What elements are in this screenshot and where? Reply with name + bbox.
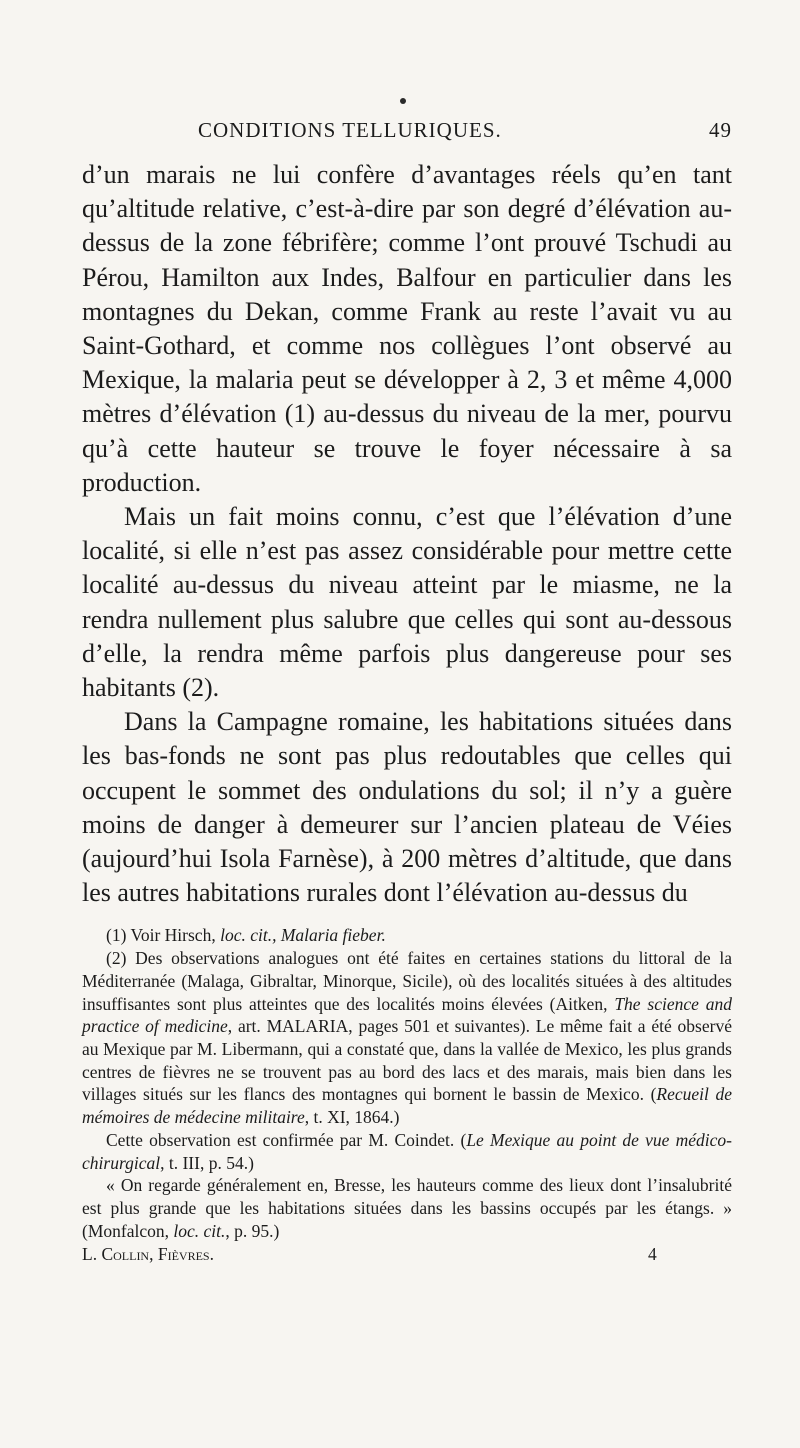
footnote-3: Cette observation est confirmée par M. Coindet. (Le Mexique au point de vue médico-chirurgical, t. III, p. 54.) — [82, 1129, 732, 1173]
paragraph-1: d’un marais ne lui confère d’avantages réels qu’en tant qu’altitude relative, c’est-à-dire par son degré d’élévation au-dessus de la zone fébrifère; comme l’ont prouvé Tschudi au Pérou, Hamilton aux Indes, Balfour en particulier dans les montagnes du Dekan, comme Frank au reste l’avait vu au Saint-Gothard, et comme nos collègues l’ont observé au Mexique, la malaria peut se développer à 2, 3 et même 4,000 mètres d’élévation (1) au-dessus du niveau de la mer, pourvu qu’à cette hauteur se trouve le foyer nécessaire à sa production. — [82, 160, 732, 497]
paragraph-3: Dans la Campagne romaine, les habitations situées dans les bas-fonds ne sont pas plus redoutables que celles qui occupent le sommet des ondulations du sol; il n’y a guère moins de danger à demeurer sur l’ancien plateau de Véies (aujourd’hui Isola Farnèse), à 200 mètres d’altitude, que dans les autres habitations rurales dont l’élévation au-dessus du — [82, 707, 732, 908]
paragraph-2: Mais un fait moins connu, c’est que l’élévation d’une localité, si elle n’est pas assez considérable pour mettre cette localité au-dessus du niveau atteint par le miasme, ne la rendra nullement plus salubre que celles qui sont au-dessous d’elle, la rendra même parfois plus dangereuse pour ses habitants (2). — [82, 502, 732, 703]
signature-number: 4 — [648, 1244, 657, 1265]
footnote-2: (2) Des observations analogues ont été faites en certaines stations du littoral de la Méditerranée (Malaga, Gibraltar, Minorque, Sicile), où des localités situées à des altitudes insuffisantes sont plus atteintes que des localités moins élevées (Aitken, The science and practice of medicine, art. MALARIA, pages 501 et suivantes). Le même fait a été observé au Mexique par M. Libermann, qui a constaté que, dans la vallée de Mexico, les plus grands centres de fièvres ne se trouvent pas au bord des lacs et des marais, mais bien dans les villages situés sur les flancs des montagnes qui bornent le bassin de Mexico. (Recueil de mémoires de médecine militaire, t. XI, 1864.) — [82, 948, 733, 1128]
footnote-4: « On regarde généralement en, Bresse, les hauteurs comme des lieux dont l’insalubrité est plus grande que les habitations situées dans les bassins occupés par les étangs. » (Monfalcon, loc. cit., p. 95.) — [82, 1175, 732, 1241]
footnote-1: (1) Voir Hirsch, loc. cit., Malaria fieber. — [106, 925, 386, 946]
page-number: 49 — [709, 118, 732, 142]
signature-line — [82, 1244, 732, 1268]
page — [82, 96, 732, 1268]
running-title: CONDITIONS TELLURIQUES. — [198, 118, 502, 142]
footnotes — [82, 924, 732, 1242]
signature-mark: L. Collin, Fièvres. — [82, 1244, 214, 1265]
running-head — [82, 118, 732, 158]
body-text — [82, 158, 732, 910]
